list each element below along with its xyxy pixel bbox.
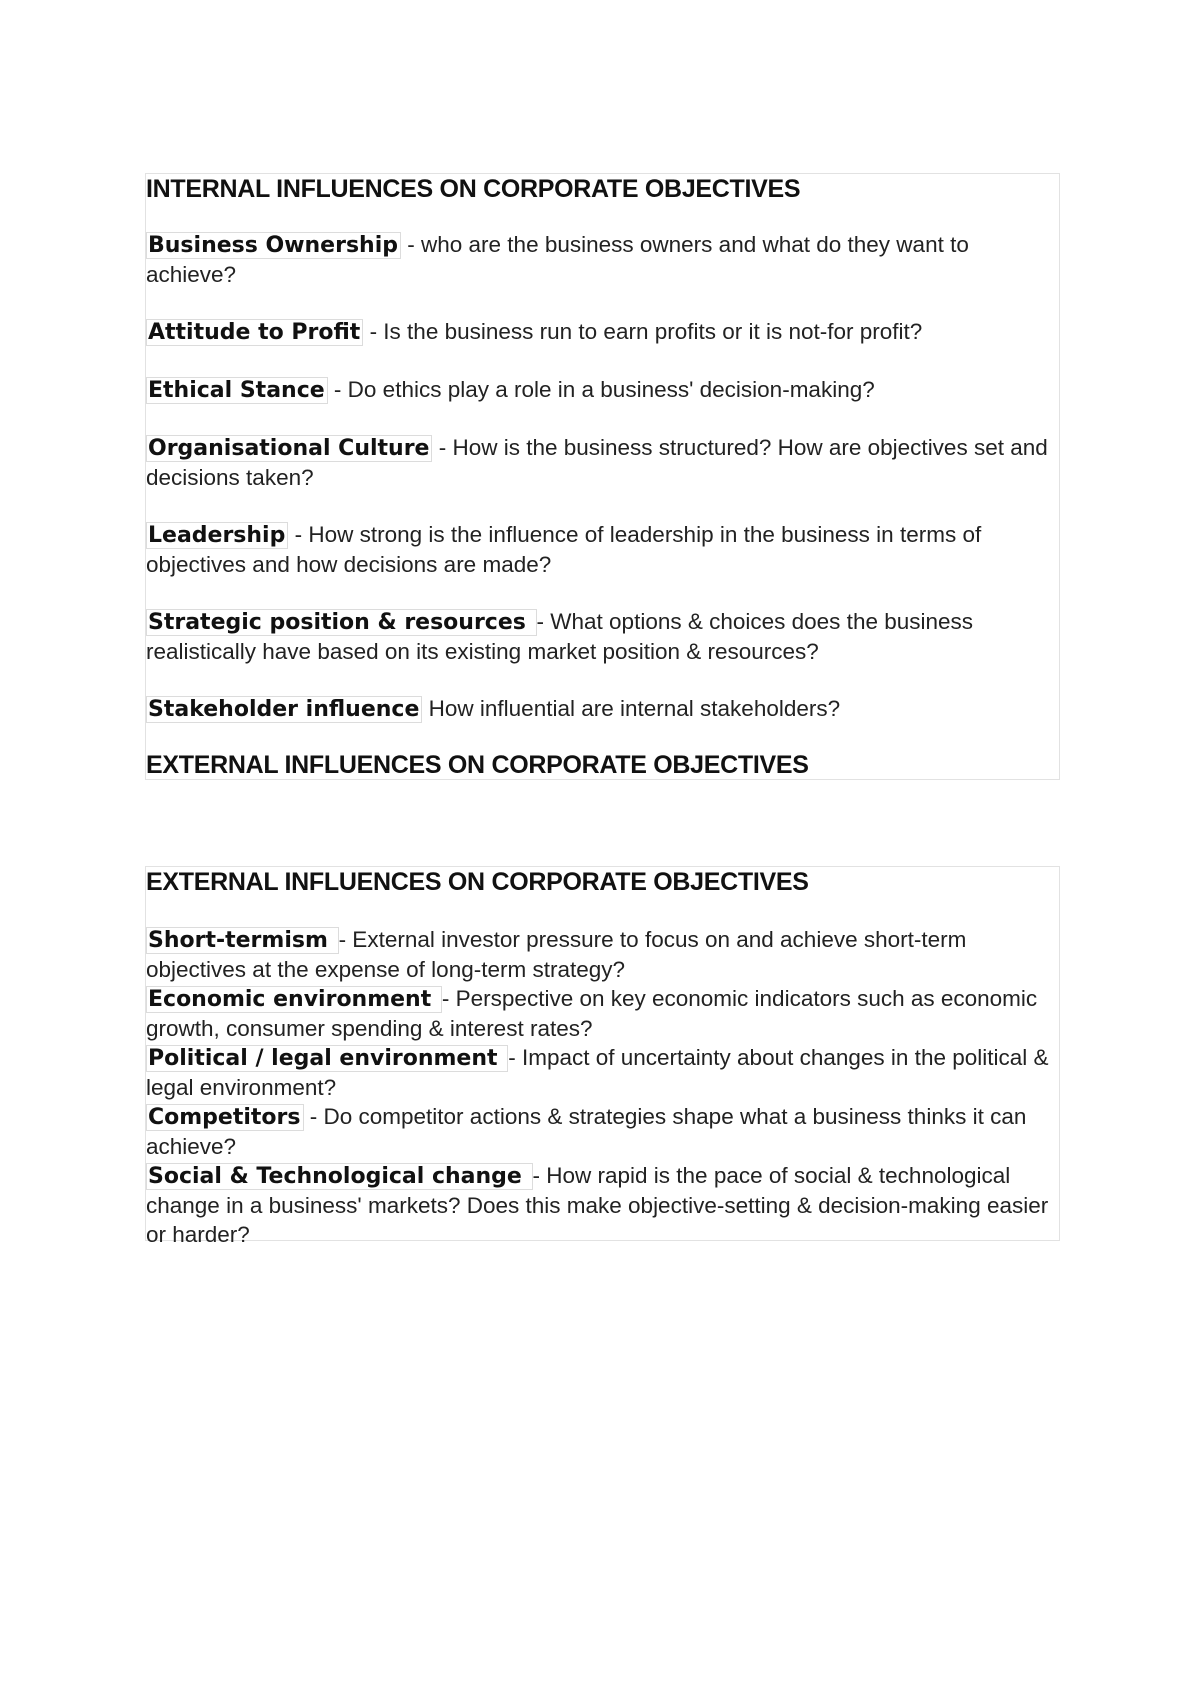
external-influences-box — [145, 866, 1060, 1247]
external-item-economic-environment — [146, 984, 1059, 1043]
term: Social & Technological change — [146, 1163, 533, 1190]
term: Leadership — [146, 522, 288, 549]
description: - What options & choices does the business realistically have based on its existing market position & resources? — [146, 609, 974, 664]
internal-heading: INTERNAL INFLUENCES ON CORPORATE OBJECTIVES — [146, 175, 801, 203]
term: Competitors — [146, 1104, 304, 1131]
description: - Perspective on key economic indicators such as economic growth, consumer spending & interest rates? — [146, 986, 1038, 1041]
internal-item-ethical-stance — [146, 375, 1059, 405]
external-heading: EXTERNAL INFLUENCES ON CORPORATE OBJECTIVES — [146, 868, 809, 896]
external-item-political-legal — [146, 1043, 1059, 1102]
internal-item-organisational-culture — [146, 433, 1059, 492]
term: Stakeholder influence — [146, 696, 422, 723]
term: Organisational Culture — [146, 435, 432, 462]
term: Short-termism — [146, 927, 339, 954]
description: - External investor pressure to focus on and achieve short-term objectives at the expense of long-term strategy? — [146, 927, 967, 982]
term: Business Ownership — [146, 232, 401, 259]
term: Ethical Stance — [146, 377, 328, 404]
term: Economic environment — [146, 986, 442, 1013]
internal-item-stakeholder-influence — [146, 694, 1059, 724]
description: - Do ethics play a role in a business' decision-making? — [327, 377, 875, 402]
description: - Do competitor actions & strategies shape what a business thinks it can achieve? — [146, 1104, 1027, 1159]
internal-item-business-ownership — [146, 230, 1059, 289]
external-item-competitors — [146, 1102, 1059, 1161]
internal-item-attitude-to-profit — [146, 317, 1059, 347]
term: Strategic position & resources — [146, 609, 537, 636]
description: - Is the business run to earn profits or it is not-for profit? — [363, 319, 923, 344]
description: - Impact of uncertainty about changes in the political & legal environment? — [146, 1045, 1049, 1100]
external-item-short-termism — [146, 925, 1059, 984]
internal-influences-box — [145, 173, 1060, 780]
internal-item-strategic-position — [146, 607, 1059, 666]
description: How influential are internal stakeholders? — [422, 696, 841, 721]
description: - How is the business structured? How are objectives set and decisions taken? — [146, 435, 1048, 490]
description: - How strong is the influence of leadership in the business in terms of objectives and how decisions are made? — [146, 522, 982, 577]
term: Political / legal environment — [146, 1045, 508, 1072]
term: Attitude to Profit — [146, 319, 363, 346]
external-item-social-technological — [146, 1161, 1059, 1249]
description: - How rapid is the pace of social & technological change in a business' markets? Does this make objective-setting & decision-making easier or harder? — [146, 1163, 1049, 1247]
internal-footer-heading: EXTERNAL INFLUENCES ON CORPORATE OBJECTIVES — [146, 751, 809, 779]
description: - who are the business owners and what do they want to achieve? — [146, 232, 969, 287]
internal-item-leadership — [146, 520, 1059, 579]
